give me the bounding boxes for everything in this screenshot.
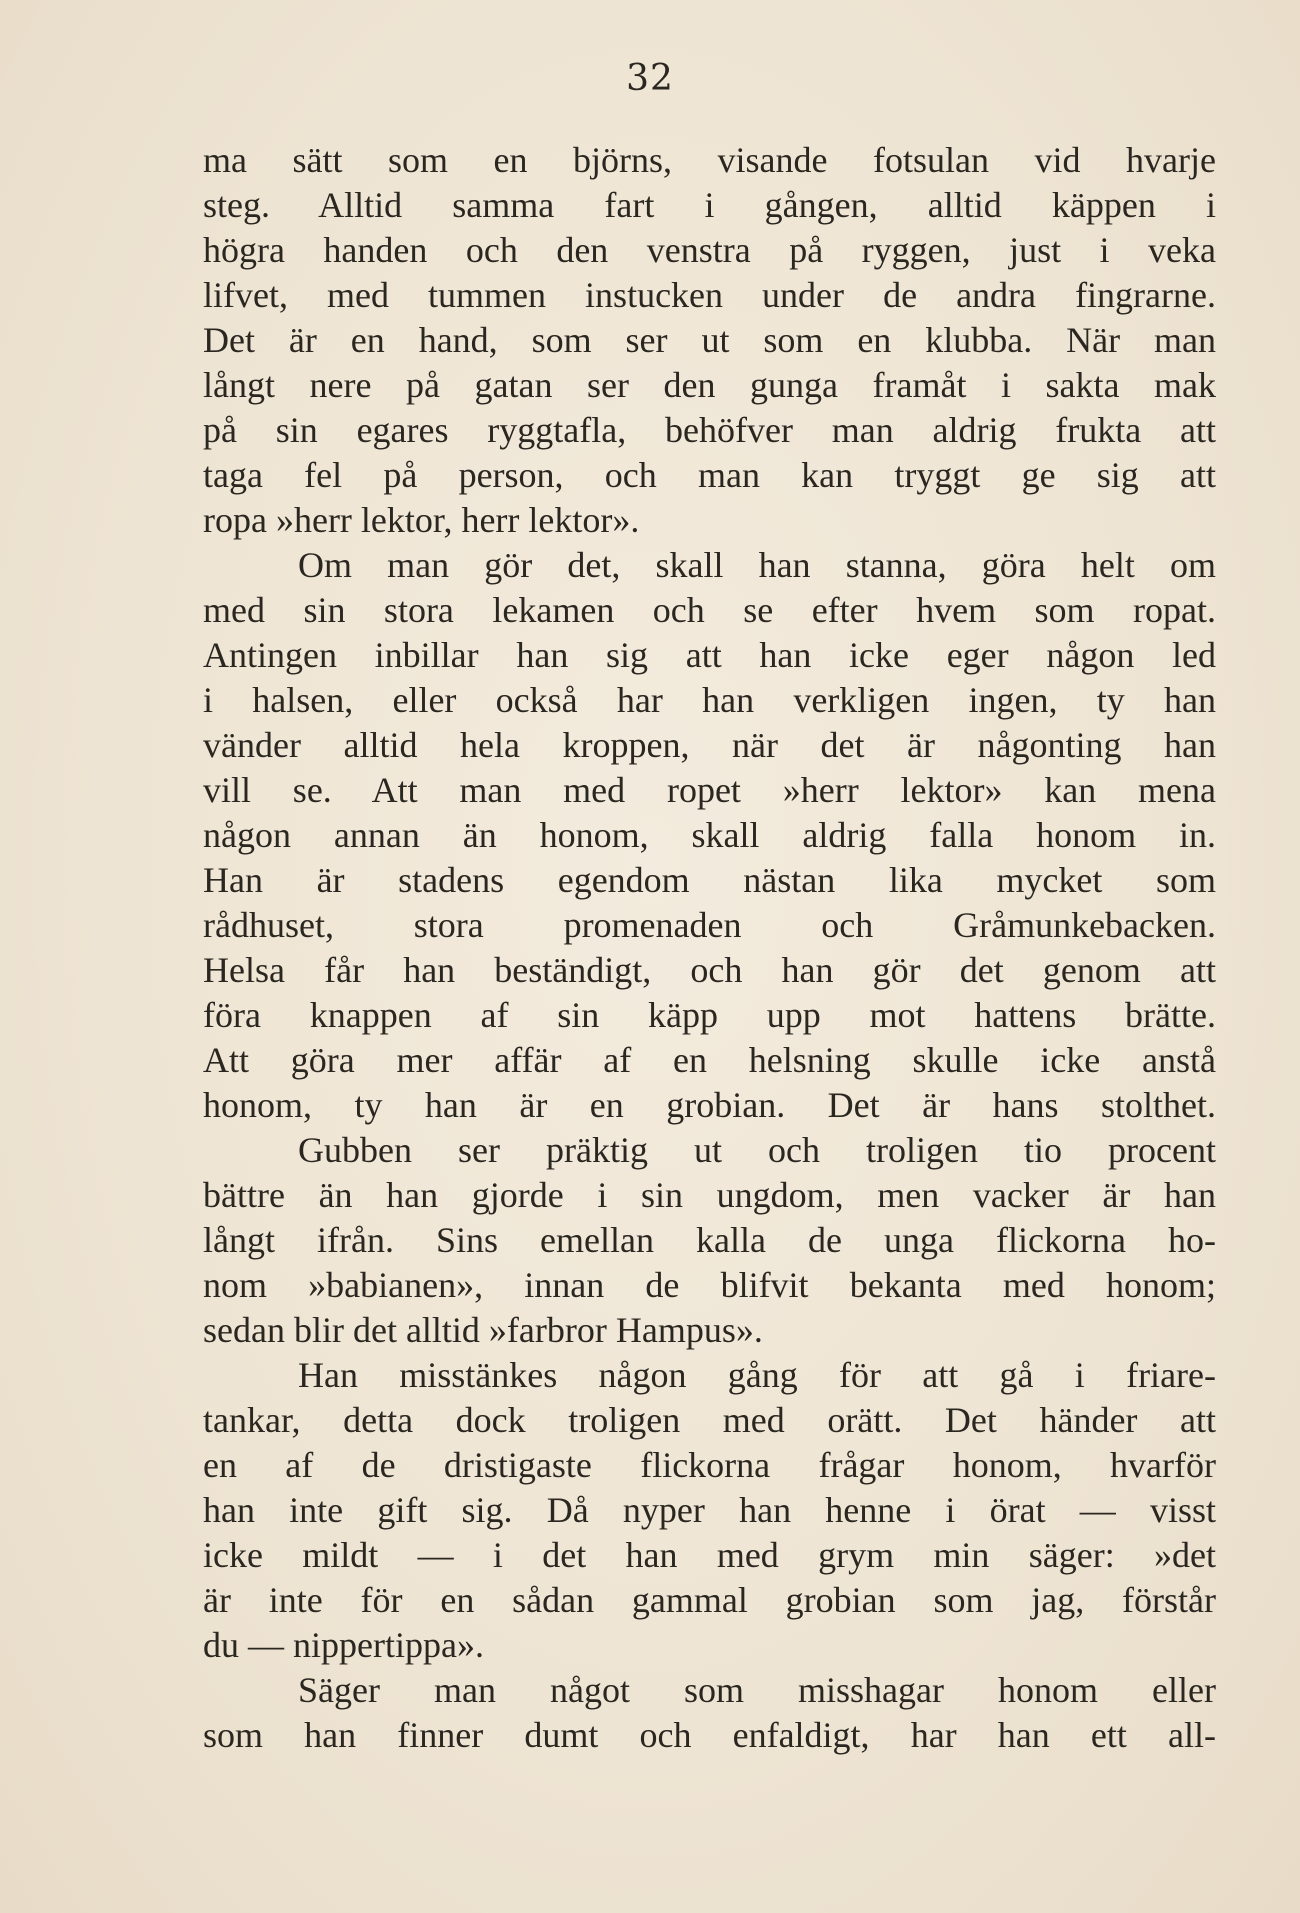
- paragraph-3: [203, 1128, 1216, 1353]
- text-line: Gubben ser präktig ut och troligen tio procent: [298, 1130, 1216, 1170]
- text-line: honom, ty han är en grobian. Det är hans stolthet.: [203, 1085, 1216, 1125]
- text-line: Han misstänkes någon gång för att gå i friare-: [298, 1355, 1216, 1395]
- text-line: steg. Alltid samma fart i gången, alltid käppen i: [203, 185, 1216, 225]
- text-line: med sin stora lekamen och se efter hvem som ropat.: [203, 590, 1216, 630]
- text-line: lifvet, med tummen instucken under de andra fingrarne.: [203, 275, 1216, 315]
- text-line: Om man gör det, skall han stanna, göra helt om: [298, 545, 1216, 585]
- text-line: rådhuset, stora promenaden och Gråmunkebacken.: [203, 905, 1216, 945]
- text-line: som han finner dumt och enfaldigt, har han ett all-: [203, 1715, 1216, 1755]
- text-line: högra handen och den venstra på ryggen, just i veka: [203, 230, 1216, 270]
- text-line: nom »babianen», innan de blifvit bekanta med honom;: [203, 1265, 1216, 1305]
- text-line: Säger man något som misshagar honom eller: [298, 1670, 1216, 1710]
- text-line: Han är stadens egendom nästan lika mycket som: [203, 860, 1216, 900]
- text-line: långt ifrån. Sins emellan kalla de unga flickorna ho-: [203, 1220, 1216, 1260]
- text-line: han inte gift sig. Då nyper han henne i örat — visst: [203, 1490, 1216, 1530]
- text-line: Helsa får han beständigt, och han gör det genom att: [203, 950, 1216, 990]
- text-line: långt nere på gatan ser den gunga framåt i sakta mak: [203, 365, 1216, 405]
- text-line: vill se. Att man med ropet »herr lektor» kan mena: [203, 770, 1216, 810]
- text-line: i halsen, eller också har han verkligen ingen, ty han: [203, 680, 1216, 720]
- text-line: du — nippertippa».: [203, 1625, 484, 1665]
- page-number: 32: [626, 58, 674, 99]
- text-line: ma sätt som en björns, visande fotsulan vid hvarje: [203, 140, 1216, 180]
- text-line: Det är en hand, som ser ut som en klubba. När man: [203, 320, 1216, 360]
- paragraph-1: [203, 138, 1216, 543]
- text-line: vänder alltid hela kroppen, när det är någonting han: [203, 725, 1216, 765]
- text-line: ropa »herr lektor, herr lektor».: [203, 500, 640, 540]
- text-line: bättre än han gjorde i sin ungdom, men vacker är han: [203, 1175, 1216, 1215]
- text-line: är inte för en sådan gammal grobian som jag, förstår: [203, 1580, 1216, 1620]
- text-line: någon annan än honom, skall aldrig falla honom in.: [203, 815, 1216, 855]
- text-line: sedan blir det alltid »farbror Hampus».: [203, 1310, 763, 1350]
- text-line: icke mildt — i det han med grym min säger: »det: [203, 1535, 1216, 1575]
- text-line: på sin egares ryggtafla, behöfver man aldrig frukta att: [203, 410, 1216, 450]
- text-line: en af de dristigaste flickorna frågar honom, hvarför: [203, 1445, 1216, 1485]
- body-text: [203, 138, 1216, 1758]
- paragraph-2: [203, 543, 1216, 1128]
- paragraph-4: [203, 1353, 1216, 1668]
- text-line: föra knappen af sin käpp upp mot hattens brätte.: [203, 995, 1216, 1035]
- text-line: Att göra mer affär af en helsning skulle icke anstå: [203, 1040, 1216, 1080]
- paragraph-5: [203, 1668, 1216, 1758]
- text-line: tankar, detta dock troligen med orätt. Det händer att: [203, 1400, 1216, 1440]
- text-line: Antingen inbillar han sig att han icke eger någon led: [203, 635, 1216, 675]
- text-line: taga fel på person, och man kan tryggt ge sig att: [203, 455, 1216, 495]
